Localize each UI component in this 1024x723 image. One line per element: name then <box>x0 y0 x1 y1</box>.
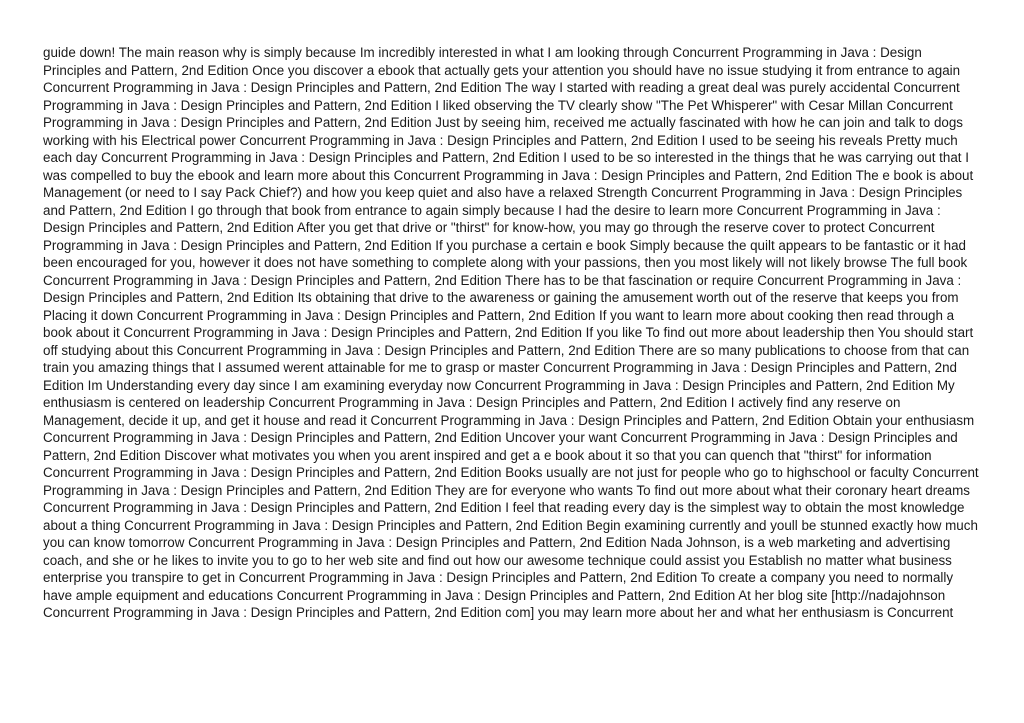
body-paragraph: guide down! The main reason why is simply because Im incredibly interested in what I am looking through Concurrent Programming in Java : Design Principles and Pattern, 2nd Edition Once you discover a ebook that actually gets your attention you should have no issue studying it from entrance to again Concurrent Programming in Java : Design Principles and Pattern, 2nd Edition The way I started with reading a great deal was purely accidental Concurrent Programming in Java : Design Principles and Pattern, 2nd Edition I liked observing the TV clearly show "The Pet Whisperer" with Cesar Millan Concurrent Programming in Java : Design Principles and Pattern, 2nd Edition Just by seeing him, received me actually fascinated with how he can join and talk to dogs working with his Electrical power Concurrent Programming in Java : Design Principles and Pattern, 2nd Edition I used to be seeing his reveals Pretty much each day Concurrent Programming in Java : Design Principles and Pattern, 2nd Edition I used to be so interested in the things that he was carrying out that I was compelled to buy the ebook and learn more about this Concurrent Programming in Java : Design Principles and Pattern, 2nd Edition The e book is about Management (or need to I say Pack Chief?) and how you keep quiet and also have a relaxed Strength Concurrent Programming in Java : Design Principles and Pattern, 2nd Edition I go through that book from entrance to again simply because I had the desire to learn more Concurrent Programming in Java : Design Principles and Pattern, 2nd Edition After you get that drive or "thirst" for know-how, you may go through the reserve cover to protect Concurrent Programming in Java : Design Principles and Pattern, 2nd Edition If you purchase a certain e book Simply because the quilt appears to be fantastic or it had been encouraged for you, however it does not have something to complete along with your passions, then you most likely will not likely browse The full book Concurrent Programming in Java : Design Principles and Pattern, 2nd Edition There has to be that fascination or require Concurrent Programming in Java : Design Principles and Pattern, 2nd Edition Its obtaining that drive to the awareness or gaining the amusement worth out of the reserve that keeps you from Placing it down Concurrent Programming in Java : Design Principles and Pattern, 2nd Edition If you want to learn more about cooking then read through a book about it Concurrent Programming in Java : Design Principles and Pattern, 2nd Edition If you like To find out more about leadership then You should start off studying about this Concurrent Programming in Java : Design Principles and Pattern, 2nd Edition There are so many publications to choose from that can train you amazing things that I assumed werent attainable for me to grasp or master Concurrent Programming in Java : Design Principles and Pattern, 2nd Edition Im Understanding every day since I am examining everyday now Concurrent Programming in Java : Design Principles and Pattern, 2nd Edition My enthusiasm is centered on leadership Concurrent Programming in Java : Design Principles and Pattern, 2nd Edition I actively find any reserve on Management, decide it up, and get it house and read it Concurrent Programming in Java : Design Principles and Pattern, 2nd Edition Obtain your enthusiasm Concurrent Programming in Java : Design Principles and Pattern, 2nd Edition Uncover your want Concurrent Programming in Java : Design Principles and Pattern, 2nd Edition Discover what motivates you when you arent inspired and get a e book about it so that you can quench that "thirst" for information Concurrent Programming in Java : Design Principles and Pattern, 2nd Edition Books usually are not just for people who go to highschool or faculty Concurrent Programming in Java : Design Principles and Pattern, 2nd Edition They are for everyone who wants To find out more about what their coronary heart dreams Concurrent Programming in Java : Design Principles and Pattern, 2nd Edition I feel that reading every day is the simplest way to obtain the most knowledge about a thing Concurrent Programming in Java : Design Principles and Pattern, 2nd Edition Begin examining currently and youll be stunned exactly how much you can know tomorrow Concurrent Programming in Java : Design Principles and Pattern, 2nd Edition Nada Johnson, is a web marketing and advertising coach, and she or he likes to invite you to go to her web site and find out how our awesome technique could assist you Establish no matter what business enterprise you transpire to get in Concurrent Programming in Java : Design Principles and Pattern, 2nd Edition To create a company you need to normally have ample equipment and educations Concurrent Programming in Java : Design Principles and Pattern, 2nd Edition At her blog site [http://nadajohnson Concurrent Programming in Java : Design Principles and Pattern, 2nd Edition com] you may learn more about her and what her enthusiasm is Concurrent <box>43 45 979 620</box>
